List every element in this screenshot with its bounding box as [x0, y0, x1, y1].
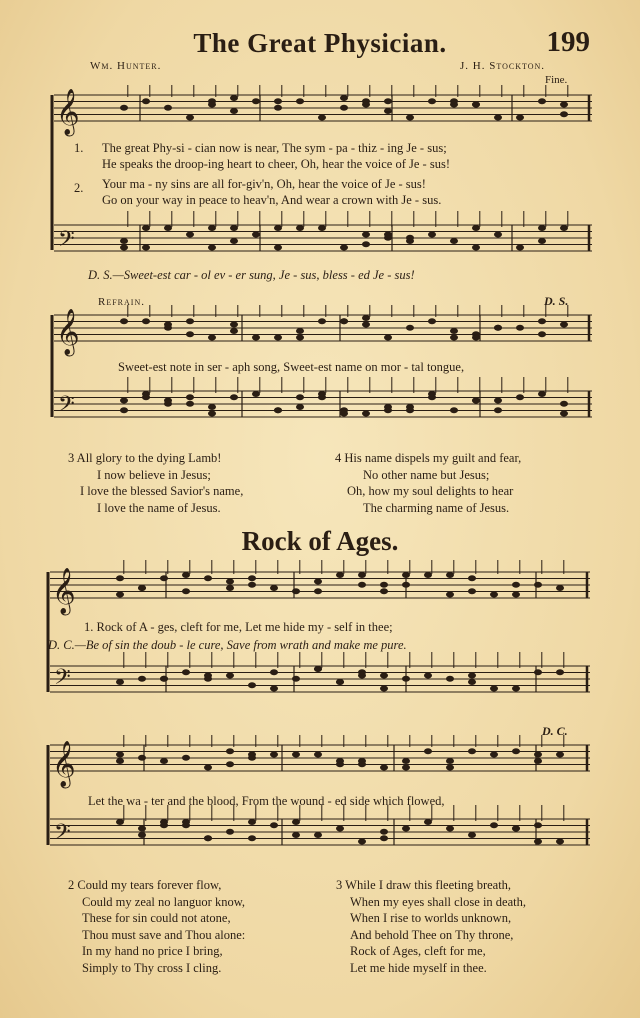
- note-head: [226, 585, 234, 591]
- note-head: [358, 673, 366, 679]
- note-head: [490, 686, 498, 692]
- note-head: [204, 676, 212, 682]
- staff: [50, 805, 590, 845]
- bass-clef-icon: 𝄢: [54, 820, 71, 850]
- note-head: [296, 328, 304, 334]
- note-head: [270, 669, 278, 675]
- note-head: [446, 826, 454, 832]
- note-head: [208, 411, 216, 417]
- note-head: [186, 115, 194, 121]
- note-head: [252, 232, 260, 238]
- note-head: [318, 394, 326, 400]
- hymn1-verse3: [68, 450, 243, 516]
- note-head: [380, 673, 388, 679]
- note-head: [116, 752, 124, 758]
- note-head: [296, 394, 304, 400]
- note-head: [516, 394, 524, 400]
- hymn1-fine: Fine.: [545, 74, 568, 86]
- note-head: [362, 411, 370, 417]
- note-head: [230, 394, 238, 400]
- note-head: [534, 758, 542, 764]
- note-head: [428, 394, 436, 400]
- note-head: [182, 669, 190, 675]
- note-head: [336, 761, 344, 767]
- note-head: [538, 391, 546, 397]
- note-head: [248, 575, 256, 581]
- note-head: [340, 95, 348, 101]
- note-head: [182, 572, 190, 578]
- note-head: [336, 826, 344, 832]
- note-head: [120, 238, 128, 244]
- note-head: [472, 225, 480, 231]
- note-head: [472, 398, 480, 404]
- bass-clef-icon: 𝄢: [58, 392, 75, 422]
- hymn2-system1-staves: [0, 560, 640, 710]
- note-head: [138, 755, 146, 761]
- note-head: [450, 98, 458, 104]
- verse-line: 3 All glory to the dying Lamb!: [68, 451, 222, 465]
- note-head: [296, 335, 304, 341]
- note-head: [296, 404, 304, 410]
- note-head: [252, 335, 260, 341]
- note-head: [424, 748, 432, 754]
- note-head: [186, 232, 194, 238]
- note-head: [556, 585, 564, 591]
- note-head: [230, 322, 238, 328]
- note-head: [380, 835, 388, 841]
- note-head: [186, 331, 194, 337]
- note-head: [468, 832, 476, 838]
- note-head: [208, 98, 216, 104]
- note-head: [248, 582, 256, 588]
- note-head: [494, 407, 502, 413]
- note-head: [516, 325, 524, 331]
- hymn1-lyric-line: The great Phy-si - cian now is near, The sym - pa - thiz - ing Je - sus;: [102, 141, 447, 155]
- note-head: [384, 108, 392, 114]
- staff: [54, 305, 592, 341]
- note-head: [560, 322, 568, 328]
- staff: [50, 560, 590, 598]
- note-head: [226, 761, 234, 767]
- note-head: [230, 328, 238, 334]
- note-head: [274, 245, 282, 251]
- hymn1-lyric-line: He speaks the droop-ing heart to cheer, Oh, hear the voice of Je - sus!: [102, 157, 450, 171]
- note-head: [428, 232, 436, 238]
- treble-clef-icon: 𝄞: [52, 568, 76, 614]
- note-head: [226, 673, 234, 679]
- note-head: [142, 98, 150, 104]
- hymn2-verse2: [68, 877, 245, 976]
- staff: [54, 211, 592, 251]
- note-head: [318, 115, 326, 121]
- verse-line: In my hand no price I bring,: [82, 944, 223, 958]
- note-head: [318, 225, 326, 231]
- note-head: [274, 105, 282, 111]
- note-head: [358, 839, 366, 845]
- verse-line: 2 Could my tears forever flow,: [68, 878, 222, 892]
- note-head: [402, 572, 410, 578]
- verse-line: 3 While I draw this fleeting breath,: [336, 878, 512, 892]
- note-head: [160, 575, 168, 581]
- hymn2-dc-line: D. C.—Be of sin the doub - le cure, Save from wrath and make me pure.: [48, 638, 407, 652]
- note-head: [450, 407, 458, 413]
- note-head: [450, 238, 458, 244]
- note-head: [186, 394, 194, 400]
- note-head: [362, 322, 370, 328]
- note-head: [164, 225, 172, 231]
- note-head: [424, 673, 432, 679]
- hymn1-composer: J. H. Stockton.: [460, 60, 546, 72]
- note-head: [314, 579, 322, 585]
- staff: [54, 377, 592, 417]
- note-head: [560, 102, 568, 108]
- note-head: [160, 676, 168, 682]
- hymn1-line-number: 1.: [74, 141, 84, 155]
- note-head: [380, 582, 388, 588]
- note-head: [556, 752, 564, 758]
- note-head: [270, 585, 278, 591]
- note-head: [468, 673, 476, 679]
- note-head: [208, 245, 216, 251]
- note-head: [538, 225, 546, 231]
- note-head: [120, 245, 128, 251]
- note-head: [248, 755, 256, 761]
- note-head: [318, 318, 326, 324]
- note-head: [538, 238, 546, 244]
- note-head: [384, 407, 392, 413]
- note-head: [186, 401, 194, 407]
- note-head: [494, 325, 502, 331]
- note-head: [472, 245, 480, 251]
- note-head: [424, 819, 432, 825]
- note-head: [314, 666, 322, 672]
- note-head: [512, 592, 520, 598]
- note-head: [182, 588, 190, 594]
- note-head: [560, 225, 568, 231]
- note-head: [534, 839, 542, 845]
- hymn1-ds-line: D. S.—Sweet-est car - ol ev - er sung, Je - sus, bless - ed Je - sus!: [88, 268, 415, 282]
- note-head: [490, 752, 498, 758]
- verse-line: Oh, how my soul delights to hear: [347, 484, 514, 498]
- note-head: [468, 748, 476, 754]
- note-head: [468, 679, 476, 685]
- note-head: [204, 765, 212, 771]
- note-head: [248, 835, 256, 841]
- note-head: [274, 225, 282, 231]
- note-head: [450, 328, 458, 334]
- verse-line: Thou must save and Thou alone:: [82, 927, 246, 942]
- note-head: [556, 839, 564, 845]
- note-head: [142, 245, 150, 251]
- verse-line: When I rise to worlds unknown,: [350, 911, 512, 925]
- verse-line: These for sin could not atone,: [82, 911, 231, 925]
- note-head: [380, 829, 388, 835]
- note-head: [270, 686, 278, 692]
- note-head: [384, 235, 392, 241]
- hymn1-system1-staves: [0, 85, 640, 265]
- note-head: [252, 98, 260, 104]
- note-head: [494, 115, 502, 121]
- note-head: [446, 765, 454, 771]
- note-head: [340, 105, 348, 111]
- hymn1-lyric-line: Go on your way in peace to heav'n, And wear a crown with Je - sus.: [102, 193, 442, 207]
- note-head: [164, 105, 172, 111]
- note-head: [314, 752, 322, 758]
- treble-clef-icon: 𝄞: [52, 741, 76, 787]
- hymn2-title: Rock of Ages.: [241, 526, 399, 556]
- note-head: [164, 401, 172, 407]
- note-head: [274, 335, 282, 341]
- note-head: [296, 98, 304, 104]
- note-head: [384, 98, 392, 104]
- note-head: [230, 95, 238, 101]
- note-head: [230, 238, 238, 244]
- note-head: [534, 752, 542, 758]
- note-head: [296, 225, 304, 231]
- note-head: [164, 325, 172, 331]
- bass-clef-icon: 𝄢: [58, 227, 75, 257]
- note-head: [362, 241, 370, 247]
- note-head: [358, 582, 366, 588]
- note-head: [270, 752, 278, 758]
- note-head: [160, 822, 168, 828]
- note-head: [314, 832, 322, 838]
- note-head: [142, 394, 150, 400]
- note-head: [406, 404, 414, 410]
- note-head: [494, 232, 502, 238]
- verse-line: Simply to Thy cross I cling.: [82, 960, 222, 975]
- note-head: [556, 669, 564, 675]
- note-head: [402, 826, 410, 832]
- note-head: [142, 225, 150, 231]
- note-head: [534, 669, 542, 675]
- note-head: [538, 318, 546, 324]
- note-head: [380, 765, 388, 771]
- note-head: [358, 572, 366, 578]
- note-head: [340, 318, 348, 324]
- note-head: [252, 391, 260, 397]
- note-head: [116, 592, 124, 598]
- note-head: [516, 245, 524, 251]
- note-head: [560, 411, 568, 417]
- hymn1-lyric-line: Your ma - ny sins are all for-giv'n, Oh, hear the voice of Je - sus!: [102, 177, 426, 191]
- note-head: [292, 588, 300, 594]
- note-head: [336, 679, 344, 685]
- note-head: [292, 752, 300, 758]
- note-head: [182, 819, 190, 825]
- note-head: [384, 335, 392, 341]
- note-head: [560, 401, 568, 407]
- note-head: [534, 822, 542, 828]
- note-head: [226, 829, 234, 835]
- note-head: [116, 819, 124, 825]
- note-head: [208, 225, 216, 231]
- note-head: [446, 592, 454, 598]
- note-head: [380, 588, 388, 594]
- hymn1-author: Wm. Hunter.: [90, 60, 162, 72]
- note-head: [248, 819, 256, 825]
- note-head: [138, 832, 146, 838]
- note-head: [534, 582, 542, 588]
- verse-line: I love the blessed Savior's name,: [80, 484, 244, 498]
- note-head: [230, 108, 238, 114]
- note-head: [406, 235, 414, 241]
- dc-mark: D. C.: [542, 724, 568, 738]
- bass-clef-icon: 𝄢: [54, 665, 71, 695]
- verse-line: When my eyes shall close in death,: [350, 894, 526, 909]
- note-head: [468, 588, 476, 594]
- note-head: [248, 682, 256, 688]
- note-head: [490, 822, 498, 828]
- note-head: [292, 819, 300, 825]
- note-head: [406, 325, 414, 331]
- note-head: [446, 676, 454, 682]
- note-head: [116, 679, 124, 685]
- hymn1-line-number: 2.: [74, 181, 84, 195]
- note-head: [472, 102, 480, 108]
- note-head: [292, 832, 300, 838]
- note-head: [120, 318, 128, 324]
- note-head: [226, 579, 234, 585]
- verse-line: No other name but Jesus;: [363, 467, 490, 482]
- note-head: [560, 111, 568, 117]
- note-head: [120, 407, 128, 413]
- note-head: [362, 315, 370, 321]
- note-head: [116, 575, 124, 581]
- hymn2-lyric-line: 1. Rock of A - ges, cleft for me, Let me hide my - self in thee;: [84, 620, 393, 634]
- note-head: [182, 755, 190, 761]
- note-head: [362, 102, 370, 108]
- note-head: [472, 335, 480, 341]
- hymn2-lyric-line: Let the wa - ter and the blood, From the wound - ed side which flowed,: [88, 794, 445, 808]
- note-head: [270, 822, 278, 828]
- note-head: [204, 835, 212, 841]
- note-head: [120, 398, 128, 404]
- note-head: [336, 572, 344, 578]
- verse-line: The charming name of Jesus.: [363, 500, 510, 515]
- verse-line: I love the name of Jesus.: [97, 500, 221, 515]
- refrain-lyric: Sweet-est note in ser - aph song, Sweet-est name on mor - tal tongue,: [118, 360, 465, 374]
- note-head: [230, 225, 238, 231]
- note-head: [512, 686, 520, 692]
- verse-line: Could my zeal no languor know,: [82, 894, 246, 909]
- ds-mark: D. S.: [544, 294, 569, 308]
- note-head: [428, 318, 436, 324]
- note-head: [380, 686, 388, 692]
- treble-clef-icon: 𝄞: [56, 89, 80, 135]
- note-head: [208, 335, 216, 341]
- note-head: [204, 575, 212, 581]
- verse-line: Let me hide myself in thee.: [350, 960, 487, 975]
- verse-line: Rock of Ages, cleft for me,: [350, 944, 486, 958]
- hymn1-verse4: [335, 450, 521, 516]
- note-head: [186, 318, 194, 324]
- note-head: [538, 331, 546, 337]
- staff: [54, 85, 592, 121]
- note-head: [538, 98, 546, 104]
- note-head: [142, 318, 150, 324]
- staff: [50, 735, 590, 771]
- note-head: [406, 115, 414, 121]
- note-head: [160, 758, 168, 764]
- note-head: [340, 407, 348, 413]
- note-head: [402, 765, 410, 771]
- note-head: [424, 572, 432, 578]
- verse-line: I now believe in Jesus;: [97, 467, 211, 482]
- note-head: [116, 758, 124, 764]
- note-head: [340, 245, 348, 251]
- note-head: [314, 588, 322, 594]
- note-head: [292, 676, 300, 682]
- note-head: [138, 585, 146, 591]
- note-head: [446, 572, 454, 578]
- refrain-label: Refrain.: [98, 296, 145, 308]
- note-head: [468, 575, 476, 581]
- note-head: [362, 232, 370, 238]
- note-head: [512, 582, 520, 588]
- note-head: [226, 748, 234, 754]
- note-head: [512, 748, 520, 754]
- verse-line: 4 His name dispels my guilt and fear,: [335, 451, 522, 465]
- note-head: [402, 676, 410, 682]
- note-head: [274, 407, 282, 413]
- note-head: [402, 582, 410, 588]
- hymn1-title: The Great Physician.: [193, 28, 447, 58]
- note-head: [138, 676, 146, 682]
- page-number: 199: [546, 26, 590, 58]
- treble-clef-icon: 𝄞: [56, 309, 80, 355]
- note-head: [490, 592, 498, 598]
- note-head: [358, 761, 366, 767]
- staff: [50, 652, 590, 692]
- note-head: [138, 826, 146, 832]
- note-head: [402, 758, 410, 764]
- note-head: [274, 98, 282, 104]
- note-head: [450, 335, 458, 341]
- note-head: [516, 115, 524, 121]
- hymn2-verse3: [336, 877, 526, 976]
- note-head: [208, 404, 216, 410]
- verse-line: And behold Thee on Thy throne,: [350, 927, 514, 942]
- note-head: [120, 105, 128, 111]
- note-head: [494, 398, 502, 404]
- note-head: [428, 98, 436, 104]
- note-head: [446, 758, 454, 764]
- note-head: [512, 826, 520, 832]
